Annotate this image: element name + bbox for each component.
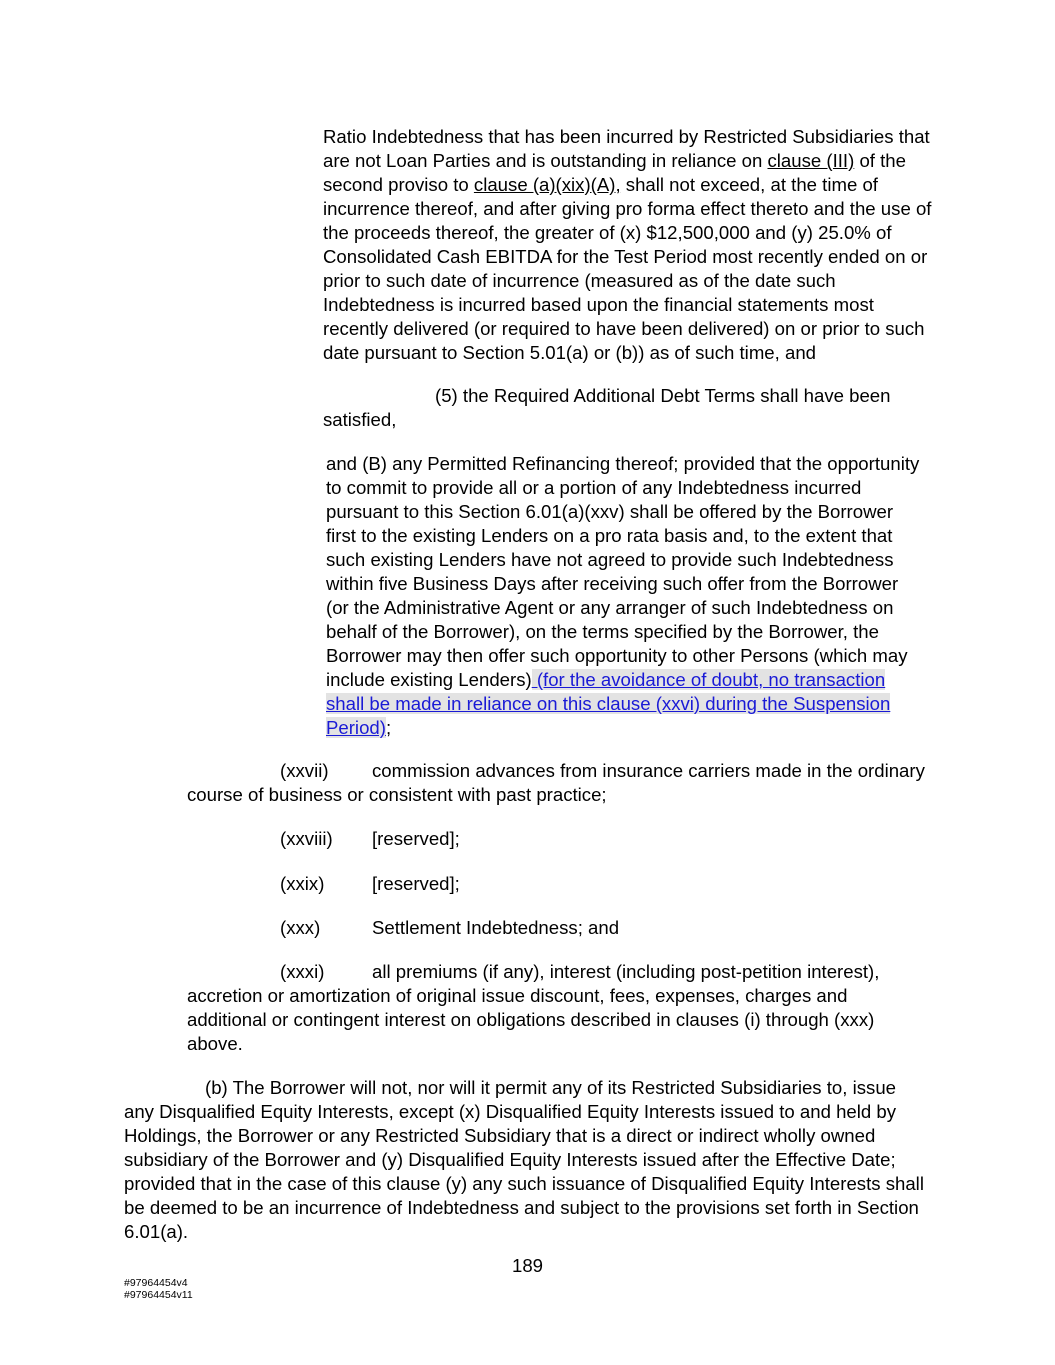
item-xxx: (xxx) Settlement Indebtedness; and <box>280 917 620 938</box>
inserted-suspension-text: (for the avoidance of doubt, no transaction shall be made in reliance on this clause (xxvi) during the Suspension Period) <box>326 669 891 738</box>
ratio-indebtedness-paragraph: Ratio Indebtedness that has been incurred by Restricted Subsidiaries that are not Loan Parties and is outstanding in reliance on clause (III) of the second proviso to clause (a)(xix)(A), shall not exceed, at the time of incurrence thereof, and after giving pro forma effect thereto and the use of the proceeds thereof, the greater of (x) $12,500,000 and (y) 25.0% of Consolidated Cash EBITDA for the Test Period most recently ended on or prior to such date of incurrence (measured as of the date such Indebtedness is incurred based upon the financial statements most recently delivered (or required to have been delivered) on or prior to such date pursuant to Section 5.01(a) or (b)) as of such time, and <box>323 126 932 363</box>
item-5: (5) the Required Additional Debt Terms shall have been satisfied, <box>323 385 891 430</box>
item-xxviii: (xxviii) [reserved]; <box>280 828 460 849</box>
clause-iii-ref: clause (III) <box>767 150 855 171</box>
document-id: #97964454v11 <box>124 1289 193 1301</box>
document-id: #97964454v4 <box>124 1277 188 1289</box>
page-number: 189 <box>511 1255 544 1276</box>
section-b: (b) The Borrower will not, nor will it permit any of its Restricted Subsidiaries to, issue any Disqualified Equity Interests, except (x) Disqualified Equity Interests issued to and held by Holdings, the Borrower or any Restricted Subsidiary that is a direct or indirect wholly owned subsidiary of the Borrower and (y) Disqualified Equity Interests issued after the Effective Date; provided that in the case of this clause (y) any such issuance of Disqualified Equity Interests shall be deemed to be an incurrence of Indebtedness and subject to the provisions set forth in Section 6.01(a). <box>124 1077 924 1242</box>
clause-a-xix-a-ref: clause (a)(xix)(A), <box>473 174 621 195</box>
document-id-footer <box>124 1277 193 1301</box>
item-5-number: (5) <box>435 385 458 406</box>
section-b-number: (b) <box>205 1077 228 1098</box>
permitted-refinancing-paragraph: and (B) any Permitted Refinancing thereof; provided that the opportunity to commit to provide all or a portion of any Indebtedness incurred pursuant to this Section 6.01(a)(xxv) shall be offered by the Borrower first to the existing Lenders on a pro rata basis and, to the extent that such existing Lenders have not agreed to provide such Indebtedness within five Business Days after receiving such offer from the Borrower (or the Administrative Agent or any arranger of such Indebtedness on behalf of the Borrower), on the terms specified by the Borrower, the Borrower may then offer such opportunity to other Persons (which may include existing Lenders) (for the avoidance of doubt, no transaction shall be made in reliance on this clause (xxvi) during the Suspension Period); <box>326 453 920 738</box>
item-xxix: (xxix) [reserved]; <box>280 873 460 894</box>
item-xxvii: (xxvii) commission advances from insurance carriers made in the ordinary course of business or consistent with past practice; <box>187 760 925 805</box>
item-xxxi: (xxxi) all premiums (if any), interest (including post-petition interest), accretion or amortization of original issue discount, fees, expenses, charges and additional or contingent interest on obligations described in clauses (i) through (xxx) above. <box>187 961 880 1054</box>
